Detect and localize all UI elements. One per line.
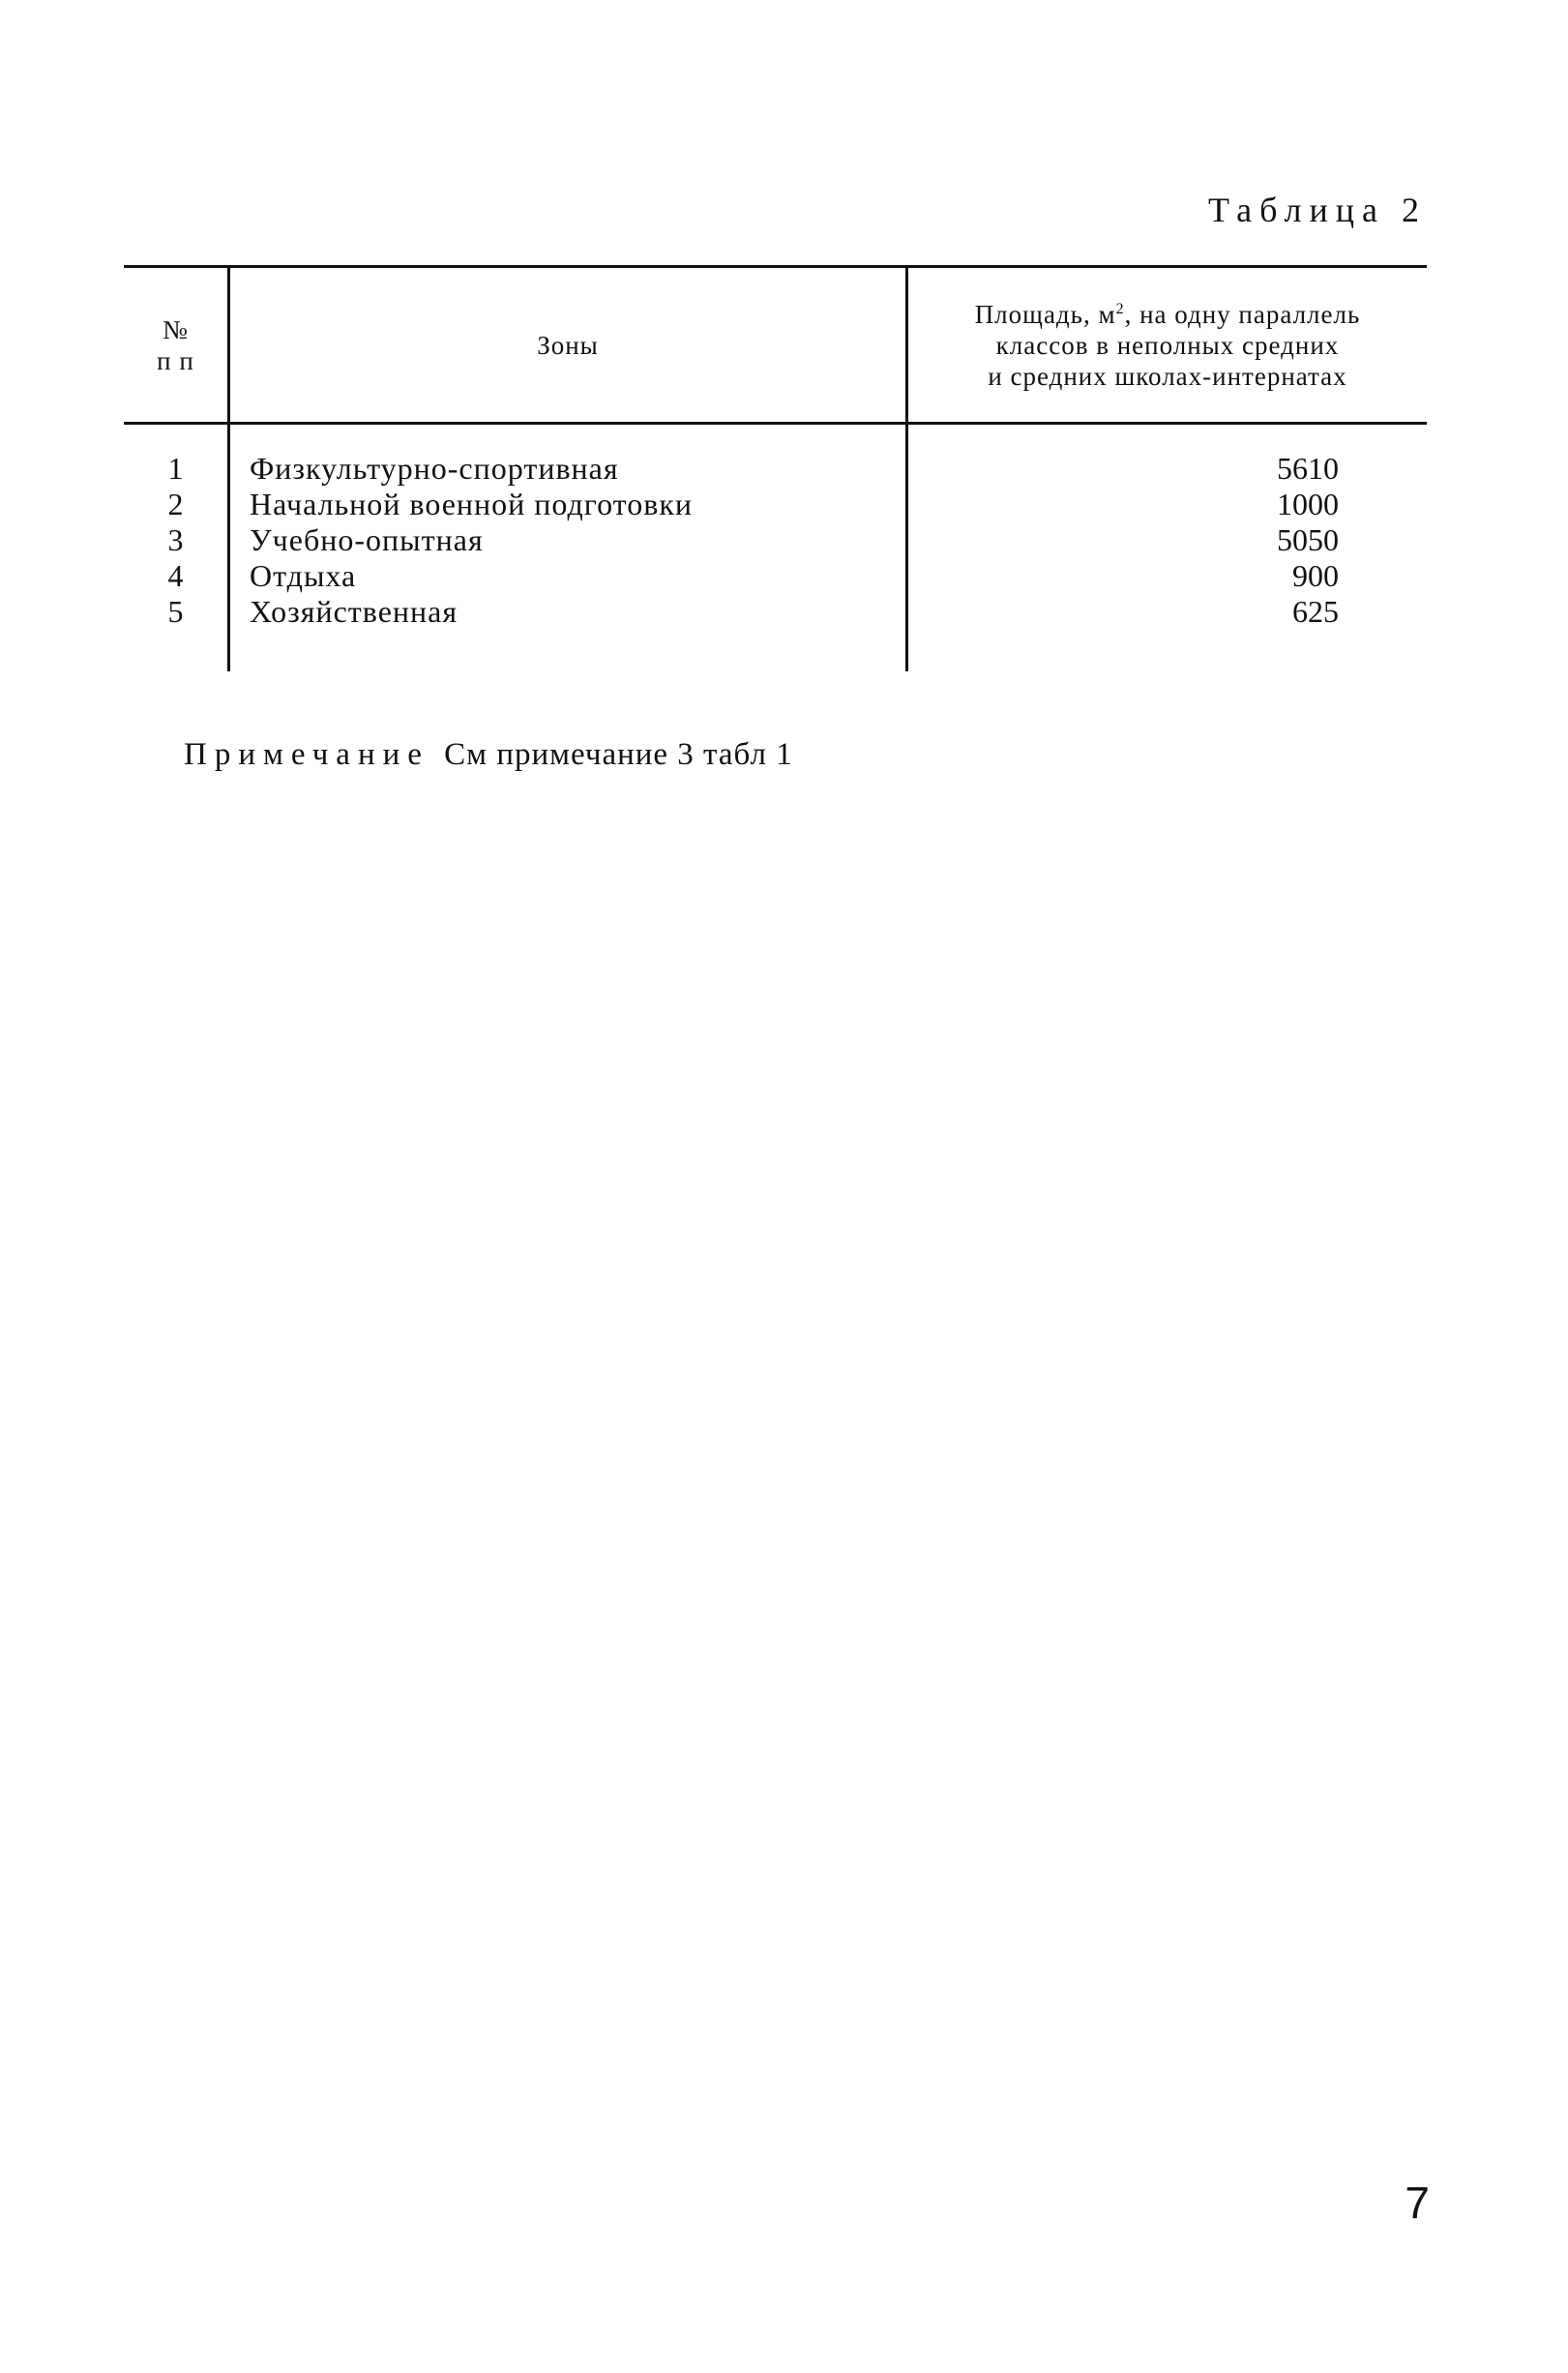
- header-zones-label: Зоны: [537, 330, 599, 360]
- header-area: [908, 268, 1427, 422]
- row-area: 5610: [1277, 451, 1339, 486]
- table-row: [124, 594, 1427, 630]
- header-area-line2: классов в неполных средних: [995, 330, 1340, 360]
- zones-table: [124, 265, 1427, 671]
- row-zone: Учебно-опытная: [250, 522, 484, 557]
- row-number: 2: [167, 487, 184, 521]
- row-zone: Физкультурно-спортивная: [250, 451, 619, 486]
- row-area: 625: [1292, 594, 1339, 629]
- row-number: 1: [167, 451, 184, 486]
- header-area-line1-text: Площадь, м: [974, 299, 1116, 329]
- row-area: 900: [1292, 558, 1339, 593]
- table-row: [124, 487, 1427, 522]
- table-row: [124, 522, 1427, 558]
- header-area-sup: 2: [1115, 300, 1125, 317]
- header-number: [124, 268, 227, 422]
- header-number-line1: №: [163, 314, 189, 344]
- row-zone: Начальной военной подготовки: [250, 487, 694, 521]
- table-header-rule: [124, 422, 1427, 425]
- table-row: [124, 558, 1427, 594]
- row-number: 5: [167, 594, 184, 629]
- table-caption: Таблица 2: [1208, 191, 1427, 229]
- header-number-line2: п п: [157, 345, 194, 375]
- row-area: 5050: [1277, 522, 1339, 557]
- row-zone: Отдыха: [250, 558, 357, 593]
- header-area-line3: и средних школах-интернатах: [988, 361, 1347, 391]
- page-number: 7: [1405, 2178, 1430, 2228]
- row-zone: Хозяйственная: [250, 594, 459, 629]
- header-area-line1: [975, 299, 1361, 330]
- row-area: 1000: [1277, 487, 1339, 521]
- note-label: Примечание: [184, 737, 429, 772]
- table-note: [184, 737, 793, 773]
- header-area-line1-rest: , на одну параллель: [1124, 299, 1361, 329]
- row-number: 4: [167, 558, 184, 593]
- note-text: См примечание 3 табл 1: [444, 737, 793, 772]
- table-row: [124, 451, 1427, 487]
- row-number: 3: [167, 522, 184, 557]
- header-zones: [230, 268, 905, 422]
